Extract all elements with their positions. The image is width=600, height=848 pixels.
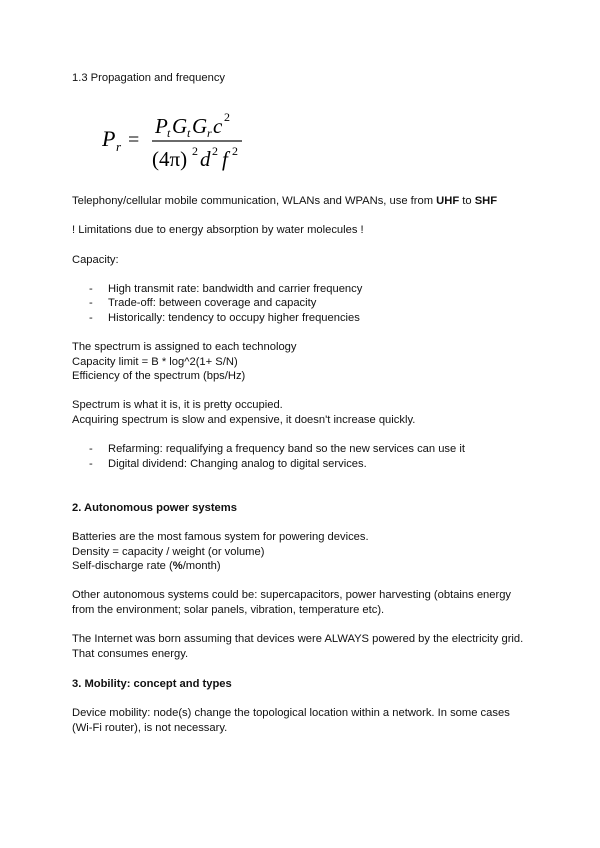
- formula-num-g1: G: [172, 114, 188, 138]
- bullet-text: Refarming: requalifying a frequency band so the new services can use it: [108, 443, 465, 455]
- bullet-text: Trade-off: between coverage and capacity: [108, 297, 317, 309]
- formula-num-c-exp: 2: [224, 110, 230, 124]
- section-heading-power: 2. Autonomous power systems: [72, 502, 237, 514]
- percent-symbol: %: [172, 560, 183, 572]
- formula-lhs: P: [102, 126, 116, 151]
- formula-den-d: d: [200, 147, 211, 171]
- formula-num-g2: G: [192, 114, 208, 138]
- spectrum-line: Efficiency of the spectrum (bps/Hz): [72, 370, 246, 382]
- capacity-label: Capacity:: [72, 254, 119, 266]
- spectrum-line: The spectrum is assigned to each technology: [72, 341, 297, 353]
- power-line: Other autonomous systems could be: supercapacitors, power harvesting (obtains energy: [72, 589, 512, 601]
- bullet-dash: -: [89, 443, 93, 455]
- self-discharge-line: [72, 559, 221, 574]
- to-text: to: [459, 195, 475, 207]
- power-line: from the environment; solar panels, vibration, temperature etc).: [72, 604, 385, 616]
- formula-num-sub2: t: [187, 126, 191, 140]
- formula-den-f: f: [222, 147, 228, 171]
- uhf-label: UHF: [436, 195, 460, 207]
- formula-den-exp3: 2: [232, 144, 238, 158]
- power-line: Density = capacity / weight (or volume): [72, 546, 265, 558]
- section-heading-propagation: 1.3 Propagation and frequency: [72, 72, 226, 84]
- formula-num-p: P: [155, 114, 168, 138]
- mobility-line: (Wi-Fi router), is not necessary.: [72, 722, 228, 734]
- formula-equals: =: [128, 129, 140, 151]
- formula-num-c: c: [213, 114, 223, 138]
- bullet-dash: -: [89, 297, 93, 309]
- bullet-text: Digital dividend: Changing analog to digital services.: [108, 458, 367, 470]
- telephony-line: [72, 194, 497, 209]
- bullet-dash: -: [89, 312, 93, 324]
- self-discharge-text: Self-discharge rate (: [72, 560, 173, 572]
- spectrum-line: Capacity limit = B * log^2(1+ S/N): [72, 356, 238, 368]
- bullet-dash: -: [89, 458, 93, 470]
- formula-den-exp2: 2: [212, 144, 218, 158]
- formula-den-exp1: 2: [192, 144, 198, 158]
- formula-graphic: [102, 106, 262, 176]
- shf-label: SHF: [474, 195, 498, 207]
- power-line: That consumes energy.: [72, 648, 189, 660]
- telephony-text: Telephony/cellular mobile communication, WLANs and WPANs, use from: [72, 195, 437, 207]
- power-line: Batteries are the most famous system for powering devices.: [72, 531, 369, 543]
- limitations-note: ! Limitations due to energy absorption by water molecules !: [72, 224, 364, 236]
- formula-den-paren: (4π): [152, 147, 188, 171]
- formula-num-sub1: t: [167, 126, 171, 140]
- spectrum-line: Acquiring spectrum is slow and expensive, it doesn't increase quickly.: [72, 414, 416, 426]
- bullet-dash: -: [89, 283, 93, 295]
- section-heading-mobility: 3. Mobility: concept and types: [72, 678, 232, 690]
- bullet-text: High transmit rate: bandwidth and carrier frequency: [108, 283, 363, 295]
- formula-num-sub3: r: [207, 126, 212, 140]
- spectrum-line: Spectrum is what it is, it is pretty occupied.: [72, 399, 283, 411]
- power-line: The Internet was born assuming that devices were ALWAYS powered by the electricity grid.: [72, 633, 524, 645]
- bullet-text: Historically: tendency to occupy higher frequencies: [108, 312, 360, 324]
- self-discharge-unit: /month): [182, 560, 221, 572]
- received-power-formula: [102, 106, 262, 176]
- mobility-line: Device mobility: node(s) change the topological location within a network. In some cases: [72, 707, 510, 719]
- formula-lhs-sub: r: [116, 139, 122, 154]
